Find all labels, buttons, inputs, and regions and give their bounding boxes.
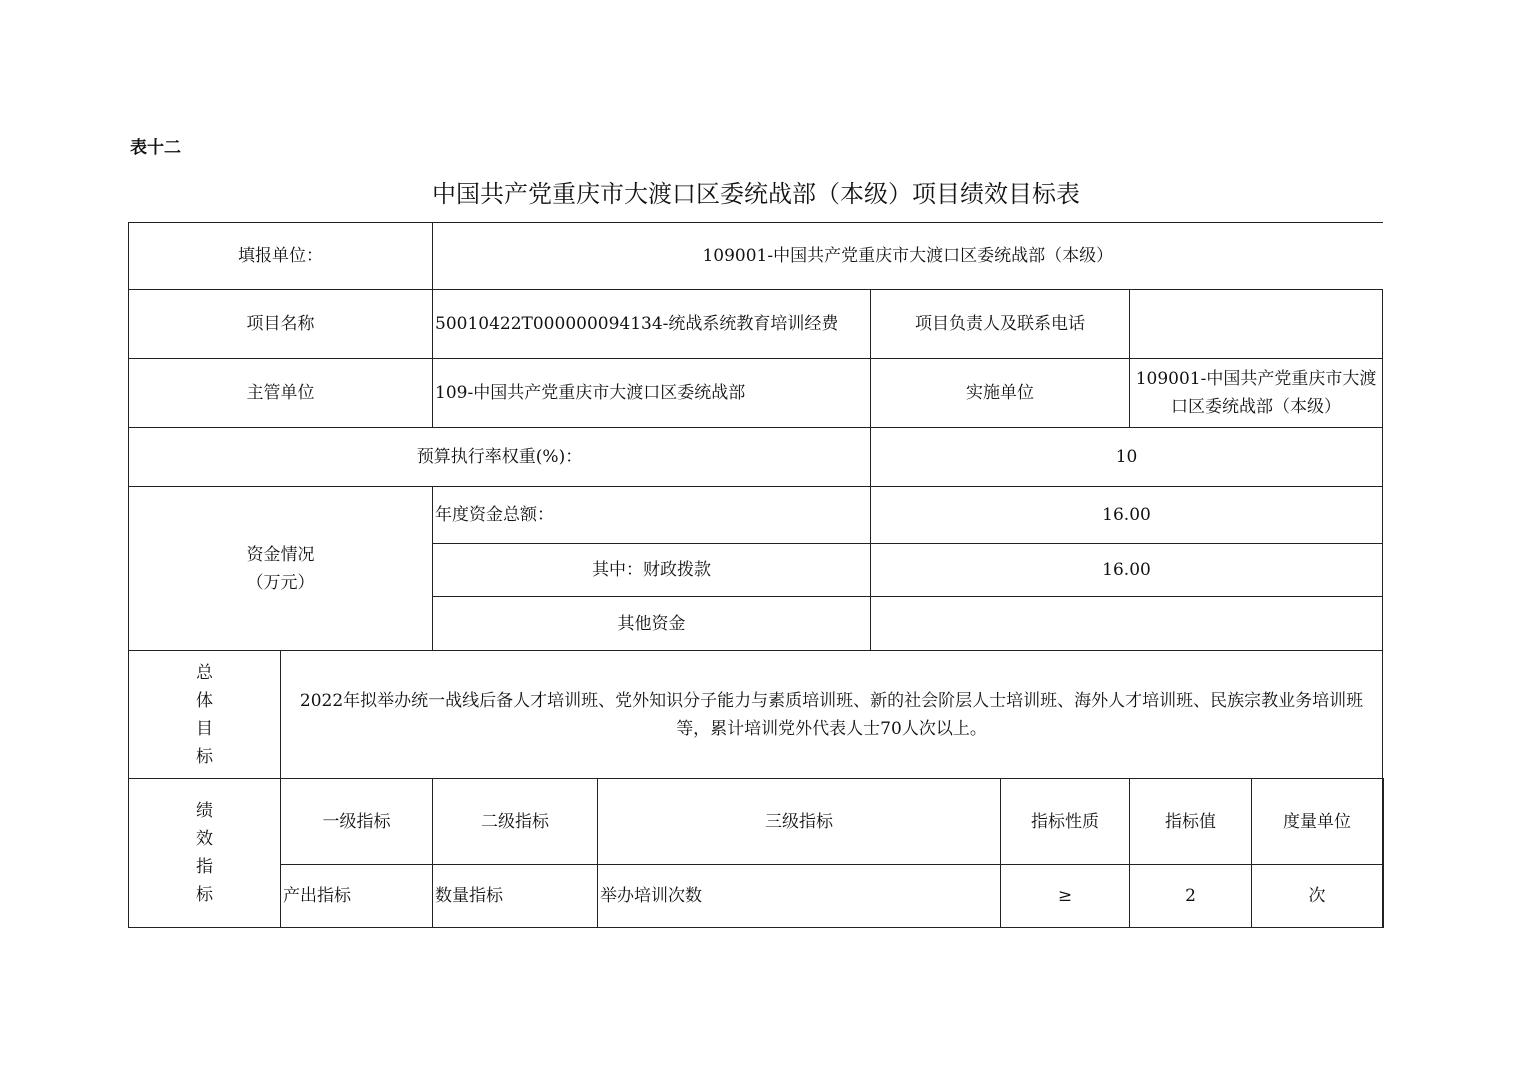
implementer-value: 109001-中国共产党重庆市大渡口区委统战部（本级） (1130, 359, 1383, 428)
supervisor-label: 主管单位 (129, 359, 433, 428)
performance-goal-table (128, 222, 1384, 928)
row-unit: 次 (1252, 865, 1383, 928)
page-title: 中国共产党重庆市大渡口区委统战部（本级）项目绩效目标表 (432, 180, 1080, 208)
header-nature: 指标性质 (1001, 779, 1130, 865)
other-funds-label: 其他资金 (433, 597, 871, 651)
indicators-label (129, 779, 281, 928)
row-level2: 数量指标 (433, 865, 598, 928)
annual-total-label: 年度资金总额： (433, 487, 871, 544)
budget-weight-value: 10 (871, 428, 1383, 487)
row-level1: 产出指标 (281, 865, 433, 928)
supervisor-row (129, 359, 1384, 428)
table-row (129, 865, 1384, 928)
fill-unit-value: 109001-中国共产党重庆市大渡口区委统战部（本级） (433, 223, 1383, 290)
fiscal-value: 16.00 (871, 544, 1383, 597)
overall-goal-row (129, 651, 1384, 779)
fiscal-label: 其中：财政拨款 (433, 544, 871, 597)
table-number-label: 表十二 (130, 138, 181, 158)
row-level3: 举办培训次数 (598, 865, 1001, 928)
budget-weight-row (129, 428, 1384, 487)
overall-goal-label-text: 总体目标 (196, 662, 213, 767)
contact-label: 项目负责人及联系电话 (871, 290, 1130, 359)
funds-label (129, 487, 433, 651)
overall-goal-label (129, 651, 281, 779)
row-nature: ≥ (1001, 865, 1130, 928)
fill-unit-label: 填报单位： (129, 223, 433, 290)
funds-label-line2: （万元） (246, 572, 315, 593)
header-level1: 一级指标 (281, 779, 433, 865)
header-weight (1383, 779, 1384, 865)
indicators-label-text: 绩效指标 (196, 801, 213, 905)
annual-total-value: 16.00 (871, 487, 1383, 544)
other-funds-value (871, 597, 1383, 651)
header-value: 指标值 (1130, 779, 1252, 865)
fill-unit-row (129, 223, 1384, 290)
implementer-label: 实施单位 (871, 359, 1130, 428)
project-name-label: 项目名称 (129, 290, 433, 359)
header-level3: 三级指标 (598, 779, 1001, 865)
indicator-header-row (129, 779, 1384, 865)
contact-value (1130, 290, 1383, 359)
supervisor-value: 109-中国共产党重庆市大渡口区委统战部 (433, 359, 871, 428)
annual-total-row (129, 487, 1384, 544)
project-name-row (129, 290, 1384, 359)
budget-weight-label: 预算执行率权重(%)： (129, 428, 871, 487)
header-level2: 二级指标 (433, 779, 598, 865)
header-unit: 度量单位 (1252, 779, 1383, 865)
project-name-value: 50010422T000000094134-统战系统教育培训经费 (433, 290, 871, 359)
overall-goal-text: 2022年拟举办统一战线后备人才培训班、党外知识分子能力与素质培训班、新的社会阶层人士培训班、海外人才培训班、民族宗教业务培训班等，累计培训党外代表人士70人次以上。 (281, 651, 1383, 779)
row-weight (1383, 865, 1384, 928)
row-value: 2 (1130, 865, 1252, 928)
funds-label-line1: 资金情况 (246, 544, 315, 565)
